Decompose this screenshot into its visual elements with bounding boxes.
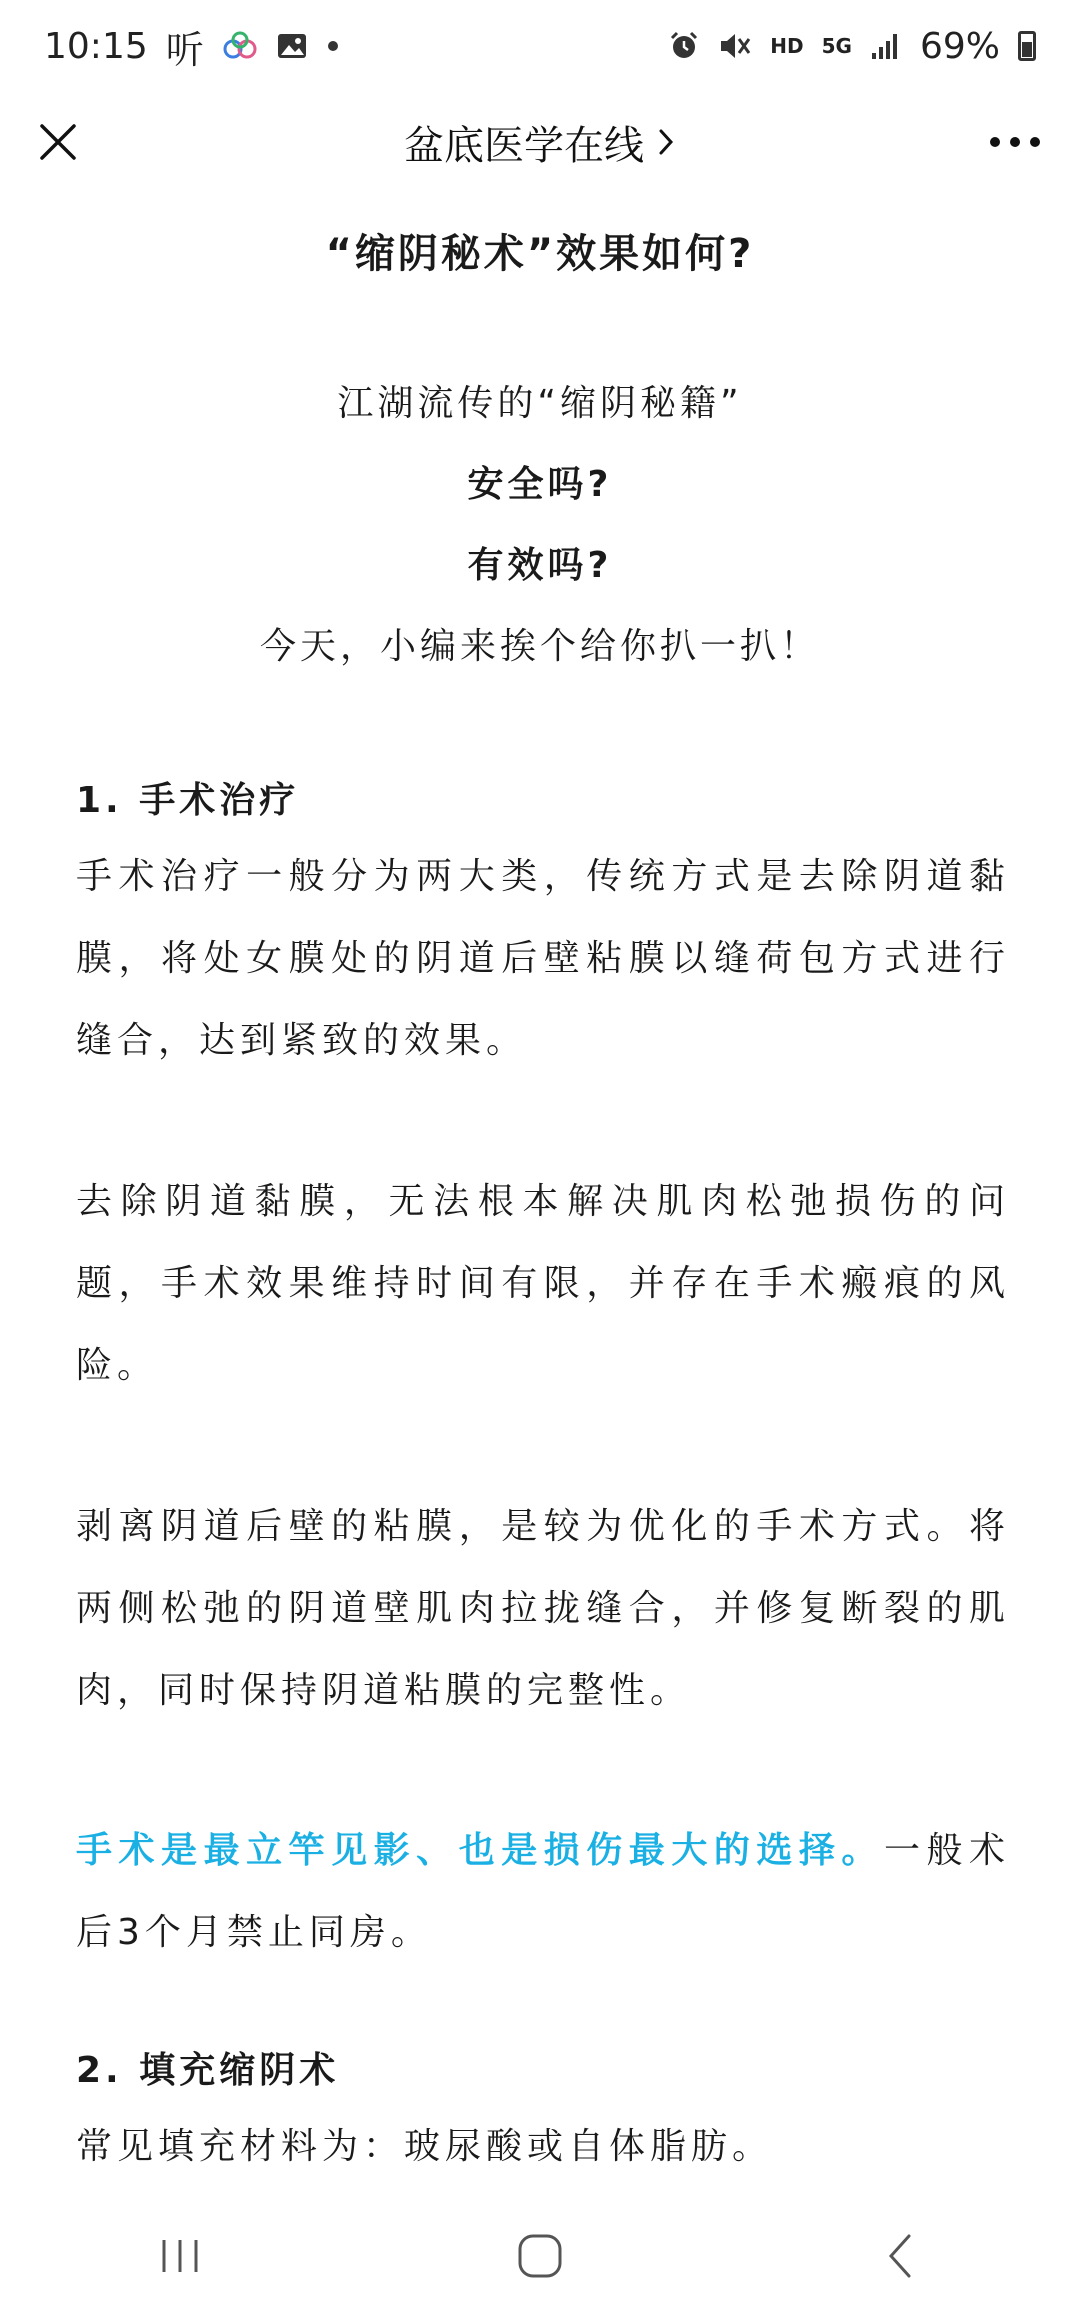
home-icon: [516, 2232, 564, 2280]
status-right: [668, 26, 1036, 67]
section-1-heading: 1. 手术治疗: [76, 780, 300, 821]
gallery-icon: [276, 31, 308, 61]
recent-apps-icon: [158, 2236, 202, 2276]
more-button[interactable]: [980, 114, 1050, 170]
battery-icon: [1018, 31, 1036, 61]
back-icon: [885, 2232, 915, 2280]
status-left: [44, 19, 340, 74]
account-title-link[interactable]: [404, 114, 676, 171]
page-title: 盆底医学在线: [404, 122, 644, 169]
section-1-paragraph-3: 剥离阴道后壁的粘膜，是较为优化的手术方式。将两侧松弛的阴道壁肌肉拉拢缝合，并修复断裂的肌肉，同时保持阴道粘膜的完整性。: [76, 1506, 1010, 1711]
section-2-heading: 2. 填充缩阴术: [76, 2050, 340, 2091]
home-button[interactable]: [480, 2216, 600, 2296]
cloud-app-icon: [222, 31, 258, 61]
headline: [0, 222, 1080, 279]
close-button[interactable]: [30, 114, 86, 170]
more-icon: [987, 135, 1043, 149]
alarm-icon: [668, 30, 700, 62]
mute-icon: [718, 30, 752, 62]
network-label: 5G: [821, 34, 852, 58]
close-icon: [38, 122, 78, 162]
signal-icon: [870, 31, 902, 61]
highlight-text: 手术是最立竿见影、也是损伤最大的选择。: [76, 1830, 884, 1871]
intro-line-1: 江湖流传的“缩阴秘籍”: [337, 383, 743, 424]
intro-line-4: 今天，小编来挨个给你扒一扒！: [259, 626, 820, 667]
listen-app-badge: 听: [165, 27, 204, 72]
section-1-paragraph-1: 手术治疗一般分为两大类，传统方式是去除阴道黏膜，将处女膜处的阴道后壁粘膜以缝荷包方式进行缝合，达到紧致的效果。: [76, 856, 1010, 1061]
status-time: 10:15: [44, 25, 148, 67]
section-1-paragraph-2: 去除阴道黏膜，无法根本解决肌肉松弛损伤的问题，手术效果维持时间有限，并存在手术瘢痕的风险。: [76, 1181, 1010, 1386]
headline-text: “缩阴秘术”效果如何?: [312, 222, 769, 279]
system-nav-bar: [0, 2196, 1080, 2316]
section-1-paragraph-4: [76, 1810, 1010, 1974]
status-bar: [0, 0, 1080, 92]
battery-percent: 69%: [919, 25, 1000, 67]
hd-label: HD: [770, 34, 804, 58]
section-2-paragraph-1: 常见填充材料为：玻尿酸或自体脂肪。: [76, 2126, 774, 2167]
paragraph-rest-text: 一般术后3个月禁止同房。: [76, 1830, 1010, 1953]
back-button[interactable]: [840, 2216, 960, 2296]
intro-line-3: 有效吗?: [467, 545, 613, 586]
notification-dot-icon: [326, 39, 340, 53]
chevron-right-icon: [656, 126, 676, 158]
recent-apps-button[interactable]: [120, 2216, 240, 2296]
title-bar: [0, 92, 1080, 192]
intro-line-2: 安全吗?: [467, 464, 613, 505]
